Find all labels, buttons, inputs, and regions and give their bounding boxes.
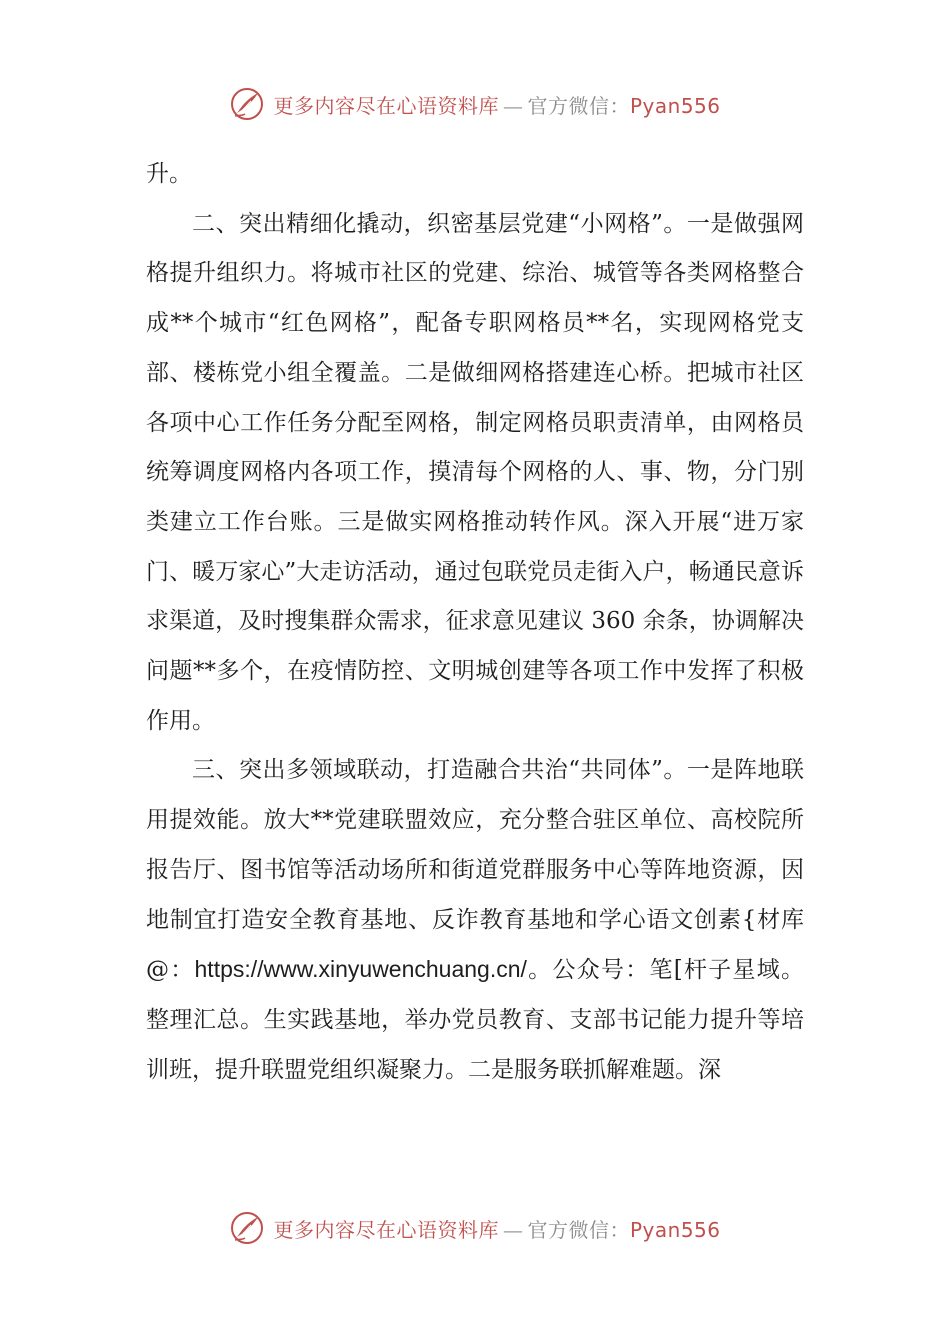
paragraph-3-url: https://www.xinyuwenchuang.cn/	[194, 956, 527, 983]
footer-wechat-label: 官方微信：	[527, 1217, 630, 1242]
header-site-text: 更多内容尽在心语资料库	[273, 93, 499, 118]
header-watermark	[0, 84, 950, 124]
footer-watermark-text	[273, 1214, 720, 1243]
quill-logo-icon	[229, 86, 265, 122]
paragraph-3-text-b: 。公众号：笔[杆子星域。整理汇总。生实践基地，举办党员教育、支部书记能力提升等培训班，提升联盟党组织凝聚力。二是服务联抓解难题。深	[146, 957, 804, 1083]
document-body	[146, 150, 804, 1095]
footer-watermark	[0, 1208, 950, 1248]
header-separator: —	[502, 93, 524, 118]
footer-site-text: 更多内容尽在心语资料库	[273, 1217, 499, 1242]
header-wechat-label: 官方微信：	[527, 93, 630, 118]
quill-logo-icon	[229, 1210, 265, 1246]
paragraph-3	[146, 746, 804, 1095]
paragraph-fragment-top: 升。	[146, 161, 192, 187]
header-wechat-id: Pyan556	[629, 93, 721, 118]
paragraph-3-text-a: 三、突出多领域联动，打造融合共治“共同体”。一是阵地联用提效能。放大**党建联盟效应，充分整合驻区单位、高校院所报告厅、图书馆等活动场所和街道党群服务中心等阵地资源，因地制宜打造安全教育基地、反诈教育基地和学心语文创素{材库@：	[146, 757, 804, 984]
header-watermark-text	[273, 90, 720, 119]
footer-separator: —	[502, 1217, 524, 1242]
footer-wechat-id: Pyan556	[629, 1217, 721, 1242]
paragraph-2: 二、突出精细化撬动，织密基层党建“小网格”。一是做强网格提升组织力。将城市社区的党建、综治、城管等各类网格整合成**个城市“红色网格”，配备专职网格员**名，实现网格党支部、楼栋党小组全覆盖。二是做细网格搭建连心桥。把城市社区各项中心工作任务分配至网格，制定网格员职责清单，由网格员统筹调度网格内各项工作，摸清每个网格的人、事、物，分门别类建立工作台账。三是做实网格推动转作风。深入开展“进万家门、暖万家心”大走访活动，通过包联党员走街入户，畅通民意诉求渠道，及时搜集群众需求，征求意见建议 360 余条，协调解决问题**多个，在疫情防控、文明城创建等各项工作中发挥了积极作用。	[146, 210, 804, 734]
